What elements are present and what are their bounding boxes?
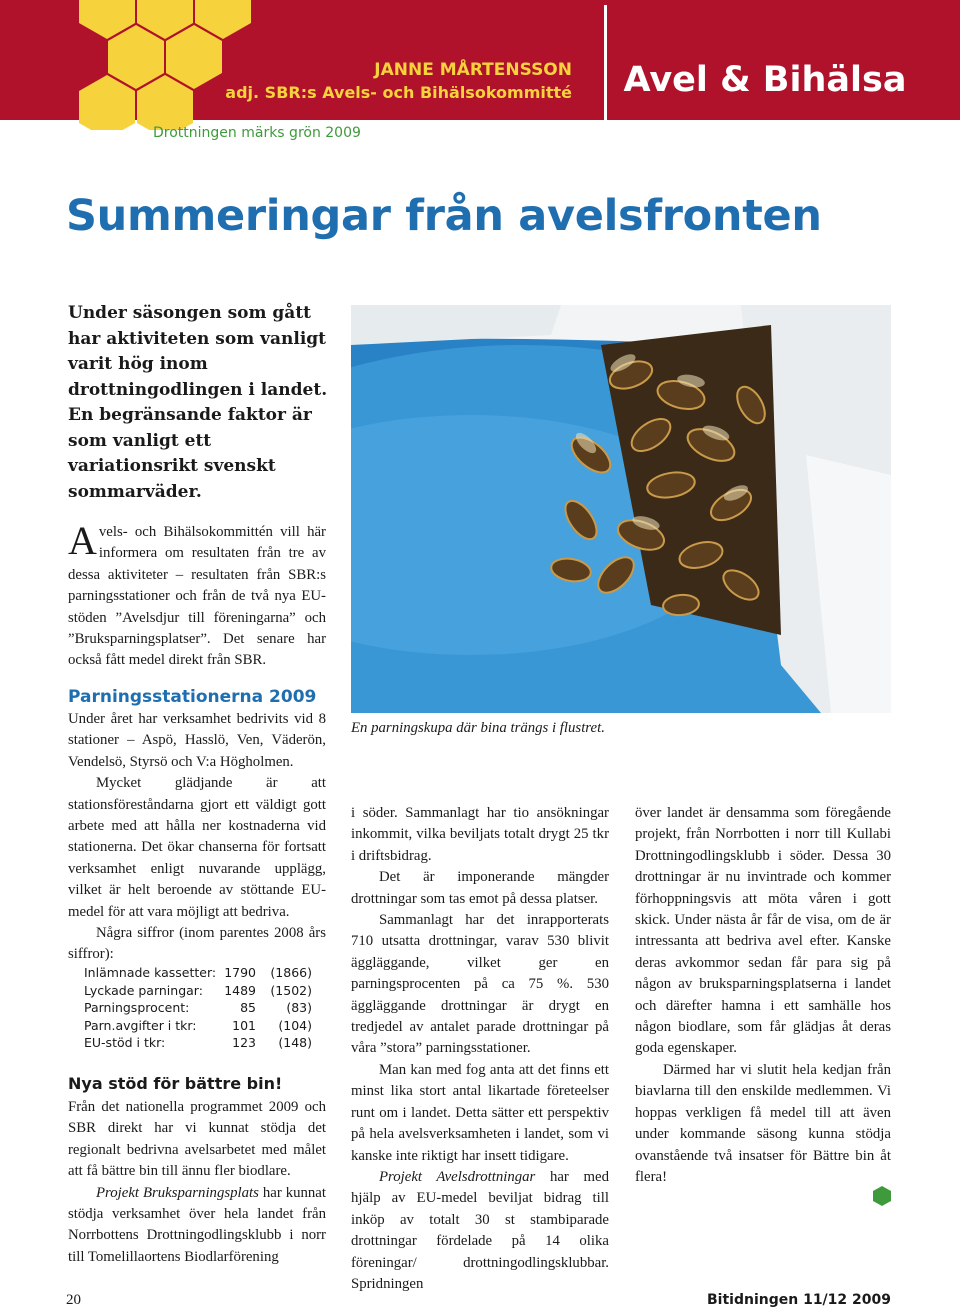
column-3	[635, 803, 891, 1188]
header-divider	[604, 5, 607, 122]
paragraph: Några siffror (inom parentes 2008 års siffror):	[68, 925, 326, 963]
article-headline: Summeringar från avelsfronten	[66, 191, 822, 241]
section-title: Avel & Bihälsa	[623, 60, 907, 100]
paragraph: Mycket glädjande är att stationsföreståndarna gjort ett väldigt gott arbete med att hålla ner kostnaderna vid stationerna. Det ökar chanserna för fortsatt verksamhet enligt nuvarande upplägg, vilket är helt beroende av stöttande EU-medel för att vara möjligt att bedriva.	[68, 775, 326, 920]
paragraph-text: har med hjälp av EU-medel beviljat bidrag till inköp av totalt 30 st stambiparade drottningar fördelade på 14 olika föreningar/ drottningodlingsklubbar. Spridningen	[351, 1168, 609, 1292]
paragraph	[68, 1183, 326, 1269]
author-role: adj. SBR:s Avels- och Bihälsokommitté	[225, 83, 572, 102]
project-name: Projekt Bruksparningsplats	[96, 1184, 259, 1201]
stat-value: 101	[232, 1017, 256, 1033]
paragraph: Sammanlagt har det inrapporterats 710 utsatta drottningar, varav 530 blivit äggläggande, vilket ger en parningsprocenten på ca 75 %. 530 äggläggande drottningar är drygt en tredjedel av antalet parade drottningar på våra ”stora” parningsstationer.	[351, 912, 609, 1057]
section-heading-nya-stod: Nya stöd för bättre bin!	[68, 1074, 283, 1093]
stat-value: 123	[232, 1035, 256, 1051]
honeycomb-logo	[62, 0, 262, 130]
stat-previous: (1866)	[270, 965, 312, 980]
paragraph-text: har kunnat stödja verksamhet över hela landet från Norrbottens Drottningodlingsklubb i norr till Tomelillaortens Biodlarförening	[68, 1184, 326, 1265]
honeycomb-cell	[108, 25, 164, 89]
paragraph: i söder. Sammanlagt har tio ansökningar inkommit, vilka beviljats totalt drygt 25 tkr i driftsbidrag.	[351, 805, 609, 864]
paragraph: över landet är densamma som föregående projekt, från Norrbotten i norr till Kullabi Drottningodlingsklubb i söder. Dessa 30 drottningar är nu invintrade och kommer förhoppningsvis att möta våren i gott skick. Under nästa år får de visa, om de är intressanta att bedriva avel efter. Kanske deras avkommor sedan får para sig på någon av bruksparningsplatserna i landet och därefter hamna i ett samhälle hos någon biodlare, som får glädjas åt deras goda egenskaper.	[635, 805, 891, 1057]
paragraph: Under året har verksamhet bedrivits vid 8 stationer – Aspö, Hasslö, Ven, Väderön, Vendelsö, Styrsö och V:a Högholmen.	[68, 711, 326, 770]
paragraph: Man kan med fog anta att det finns ett minst lika stort antal likartade företeelser runt om i landet. Detta sätter ett perspektiv på hela avelsverksamheten i landet, som vi kanske inte riktigt har insett tidigare.	[351, 1061, 609, 1164]
intro-text: vels- och Bihälsokommittén vill här informera om resultaten från tre av dessa aktiviteter – resultaten från SBR:s parningsstationer och från de två nya EU-stöden ”Avelsdjur till föreningarna” och ”Bruksparningsplatser”. Det senare har också fått medel direkt från SBR.	[68, 524, 326, 669]
stat-previous: (1502)	[270, 982, 312, 998]
table-row	[84, 1034, 312, 1052]
stat-previous: (148)	[278, 1035, 312, 1051]
drop-cap: A	[68, 518, 97, 563]
honeycomb-cell	[166, 25, 222, 89]
column-2	[351, 803, 609, 1295]
paragraph: Därmed har vi slutit hela kedjan från biavlarna till den enskilde medlemmen. Vi hoppas verkligen få medel till att även under kommande säsong kunna stödja ovanstående två insatser för Bättre bin åt flera!	[635, 1061, 891, 1185]
hexagon-end-icon	[871, 1185, 893, 1207]
section-heading-parningsstationerna: Parningsstationerna 2009	[68, 687, 317, 707]
project-name: Projekt Avelsdrottningar	[379, 1168, 536, 1185]
statistics-table	[84, 964, 312, 1052]
stat-previous: (104)	[278, 1017, 312, 1033]
paragraph: Det är imponerande mängder drottningar som tas emot på dessa platser.	[351, 869, 609, 907]
table-row	[84, 982, 312, 1000]
paragraph: Från det nationella programmet 2009 och SBR direkt har vi kunnat stödja det regionalt bedrivna avelsarbetet med målet att få bättre bin till ännu fler biodlare.	[68, 1099, 326, 1180]
paragraph	[351, 1167, 609, 1295]
stat-label: Lyckade parningar:	[84, 982, 203, 998]
table-row	[84, 1017, 312, 1035]
column-1-lower	[68, 1097, 326, 1268]
column-1-upper	[68, 709, 326, 966]
stat-label: Inlämnade kassetter:	[84, 965, 217, 980]
article-lede: Under säsongen som gått har aktiviteten som vanligt varit hög inom drottningodlingen i landet. En begränsande faktor är som vanligt ett variationsrikt svenskt sommarväder.	[68, 303, 328, 502]
table-row	[84, 964, 312, 982]
page-number: 20	[66, 1292, 81, 1308]
stat-label: Parningsprocent:	[84, 1000, 190, 1016]
author-name: JANNE MÅRTENSSON	[374, 60, 572, 80]
stat-label: EU-stöd i tkr:	[84, 1035, 166, 1051]
stat-value: 85	[240, 1000, 256, 1016]
table-row	[84, 999, 312, 1017]
issue-label: Bitidningen 11/12 2009	[707, 1292, 891, 1308]
photo-caption: En parningskupa där bina trängs i flustret.	[351, 720, 605, 736]
tagline: Drottningen märks grön 2009	[153, 125, 361, 141]
stat-value: 1489	[224, 982, 256, 998]
bee-hive-photo	[351, 305, 891, 713]
stat-previous: (83)	[286, 1000, 312, 1016]
bee-hive-illustration	[351, 305, 891, 713]
stat-value: 1790	[224, 965, 256, 980]
stat-label: Parn.avgifter i tkr:	[84, 1017, 197, 1033]
article-intro	[68, 518, 326, 672]
